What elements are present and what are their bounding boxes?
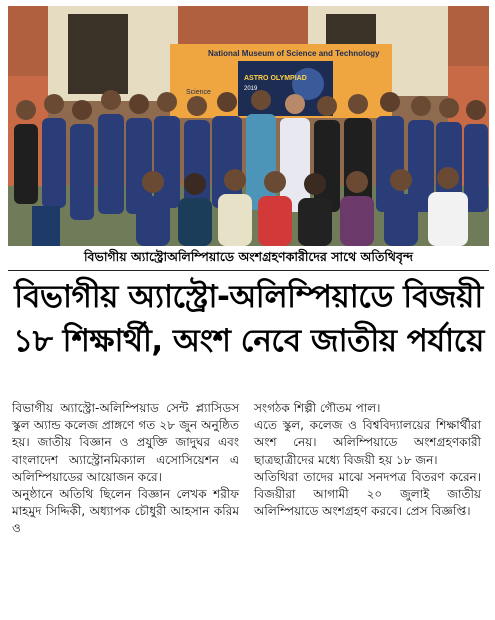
article-column-right: [254, 400, 481, 520]
headline-line-1: বিভাগীয় অ্যাস্ট্রো-অলিম্পিয়াডে বিজয়ী: [14, 279, 483, 315]
headline-line-2: ১৮ শিক্ষার্থী, অংশ নেবে জাতীয় পর্যায়ে: [13, 323, 484, 359]
banner-poster-title: ASTRO OLYMPIAD: [244, 75, 307, 82]
article-paragraph: সংগঠক শিল্পী গৌতম পাল।: [254, 401, 381, 415]
article-paragraph: এতে স্কুল, কলেজ ও বিশ্ববিদ্যালয়ের শিক্ষার্থীরা অংশ নেয়। অলিম্পিয়াডে অংশগ্রহণকারী ছাত্রছাত্রীদের মধ্যে বিজয়ী হয় ১৮ জন।: [254, 418, 481, 467]
article-column-left: [12, 400, 239, 538]
banner-title: National Museum of Science and Technology: [208, 49, 380, 58]
article-paragraph: অনুষ্ঠানে অতিথি ছিলেন বিজ্ঞান লেখক শরীফ মাহমুদ সিদ্দিকী, অধ্যাপক চৌধুরী আহসান করিম ও: [12, 487, 239, 536]
photo-caption: বিভাগীয় অ্যাস্ট্রোঅলিম্পিয়াডে অংশগ্রহণকারীদের সাথে অতিথিবৃন্দ: [83, 249, 413, 264]
group-photo-illustration: [8, 6, 489, 246]
banner-logo-text: Science: [186, 89, 211, 96]
news-photo: [8, 6, 489, 246]
article-paragraph: বিভাগীয় অ্যাস্ট্রো-অলিম্পিয়াড সেন্ট প্ল্যাসিডস স্কুল অ্যান্ড কলেজ প্রাঙ্গণে গত ২৮ জুন অনুষ্ঠিত হয়। জাতীয় বিজ্ঞান ও প্রযুক্তি জাদুঘর এবং বাংলাদেশ অ্যাস্ট্রোনমিক্যাল এসোসিয়েশন এ অলিম্পিয়াডের আয়োজন করে।: [12, 401, 239, 484]
banner-poster-sub: 2019: [244, 86, 258, 92]
caption-divider: [8, 270, 489, 271]
article-paragraph: অতিথিরা তাদের মাঝে সনদপত্র বিতরণ করেন। বিজয়ীরা আগামী ২০ জুলাই জাতীয় অলিম্পিয়াডে অংশগ্রহণ করবে। প্রেস বিজ্ঞপ্তি।: [254, 469, 481, 519]
